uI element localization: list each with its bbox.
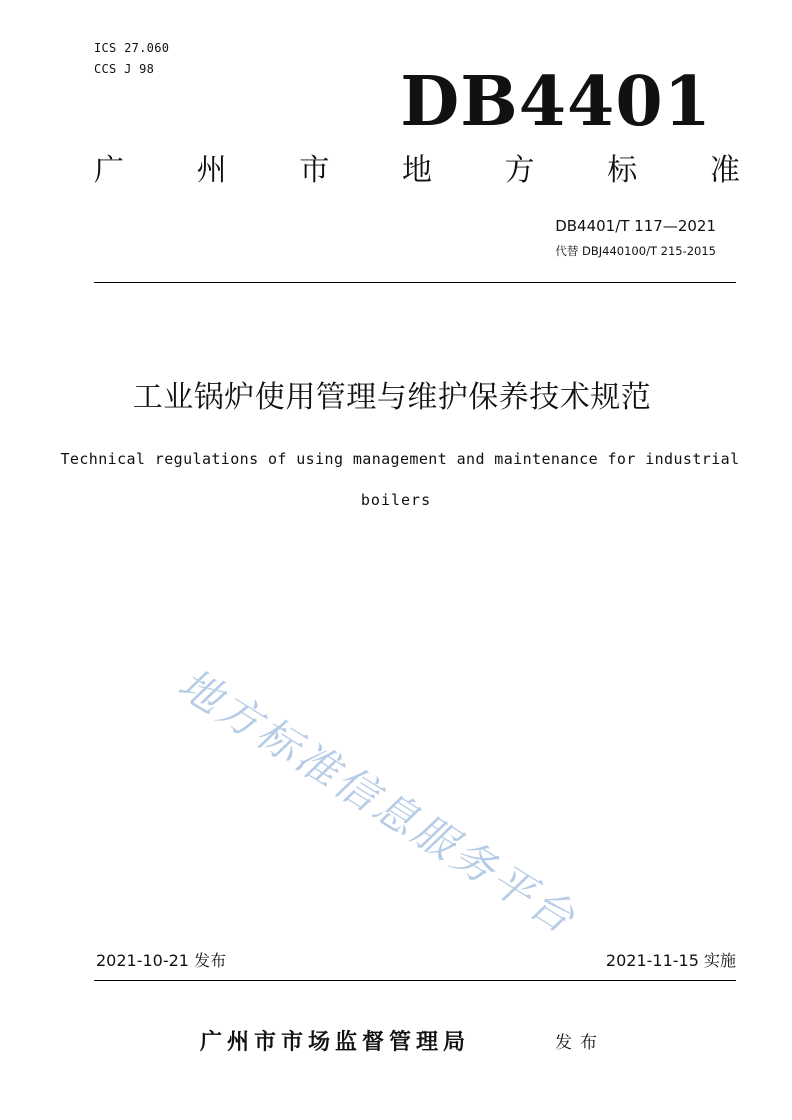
local-standard-char: 方 xyxy=(504,153,535,188)
local-standard-heading xyxy=(94,153,740,189)
local-standard-char: 标 xyxy=(607,153,638,188)
top-divider xyxy=(94,282,736,283)
ics-code: ICS 27.060 xyxy=(94,41,170,55)
issue-date: 2021-10-21 发布 xyxy=(96,951,227,970)
local-standard-char: 地 xyxy=(401,153,432,188)
title-english-line1: Technical regulations of using management and maintenance for industrial xyxy=(60,450,740,468)
title-english-line2: boilers xyxy=(360,491,432,509)
watermark: 地方标准信息服务平台 xyxy=(169,658,586,945)
title-chinese: 工业锅炉使用管理与维护保养技术规范 xyxy=(132,380,652,415)
replaces-standard: 代替 DBJ440100/T 215-2015 xyxy=(555,244,716,258)
local-standard-char: 州 xyxy=(196,153,227,188)
publish-label: 发布 xyxy=(555,1033,605,1053)
bottom-divider xyxy=(94,980,736,981)
publisher: 广州市市场监督管理局 xyxy=(200,1030,471,1055)
standard-number: DB4401/T 117—2021 xyxy=(555,217,716,235)
local-standard-char: 广 xyxy=(94,153,124,188)
ccs-code: CCS J 98 xyxy=(94,62,155,76)
db-code-logo: DB4401 xyxy=(400,62,712,142)
implementation-date: 2021-11-15 实施 xyxy=(605,951,736,970)
local-standard-char: 市 xyxy=(299,153,330,188)
local-standard-char: 准 xyxy=(709,153,740,188)
